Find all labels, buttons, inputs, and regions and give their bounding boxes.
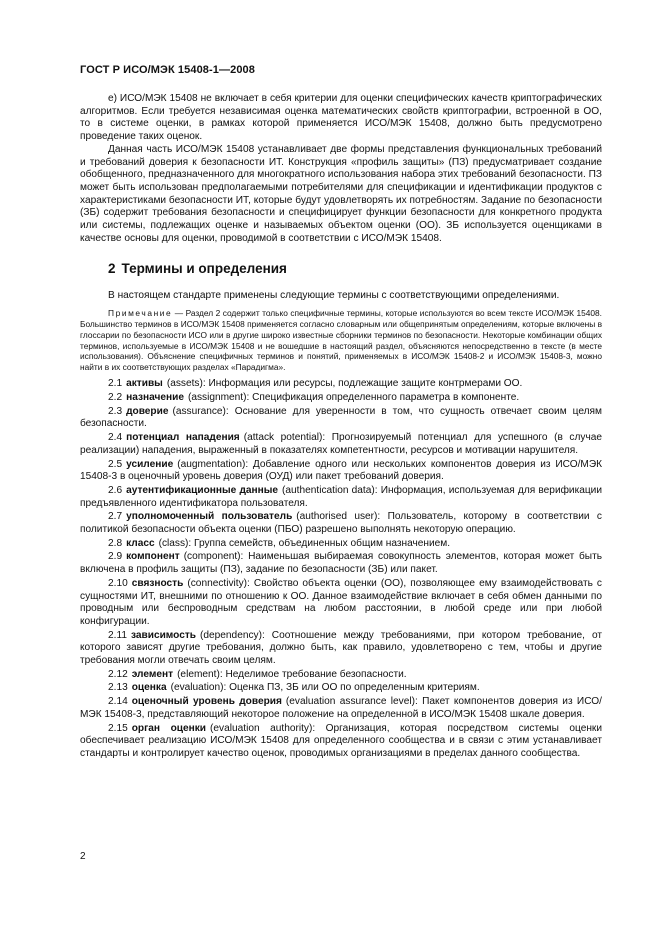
term-definition: (assignment): Спецификация определенного параметра в компоненте. — [187, 391, 520, 403]
term-definition: (assets): Информация или ресурсы, подлежащие защите контрмерами ОО. — [166, 378, 523, 390]
term-definition: (assurance): Основание для уверенности в том, что сущность отвечает своим целям безопасности. — [80, 405, 602, 430]
term-number: 2.5 — [108, 458, 123, 470]
term-number: 2.10 — [108, 577, 128, 589]
term-entry — [80, 630, 602, 668]
term-name: аутентификационные данные — [126, 484, 279, 496]
term-definition: (authorised user): Пользователь, которому в соответствии с политикой безопасности объекта оценки (ПБО) разрешено выполнять некоторую операцию. — [80, 511, 602, 536]
term-entry — [80, 578, 602, 629]
term-name: зависимость — [130, 629, 197, 641]
term-number: 2.15 — [108, 722, 128, 734]
term-number: 2.12 — [108, 668, 128, 680]
term-entry — [80, 538, 602, 551]
item-e-paragraph: е) ИСО/МЭК 15408 не включает в себя критерии для оценки специфических качеств криптографических алгоритмов. Если требуется независимая оценка математических свойств криптографии, встроенной в ОО, то в системе оценки, в рамках которой применяется ИСО/МЭК 15408, должно быть предусмотрено проведение таких оценок. — [80, 93, 602, 143]
term-name: оценочный уровень доверия — [131, 696, 282, 708]
term-entry — [80, 485, 602, 510]
term-entry — [80, 669, 602, 682]
term-name: назначение — [126, 391, 184, 403]
term-name: орган оценки — [131, 722, 207, 734]
term-definition: (evaluation authority): Организация, которая посредством системы оценки обеспечивает реализацию ИСО/МЭК 15408 для определенного сообщества и в связи с этим устанавливает стандарты и контролирует качество оценок, проводимых организациями в пределах данного сообщества. — [80, 722, 603, 759]
term-entry — [80, 551, 602, 576]
term-name: связность — [131, 577, 184, 589]
page-number: 2 — [80, 851, 86, 862]
term-name: класс — [126, 537, 155, 549]
section-title: Термины и определения — [121, 261, 287, 277]
term-definition: (class): Группа семейств, объединенных общим назначением. — [158, 537, 451, 549]
term-entry — [80, 392, 602, 405]
term-definition: (element): Неделимое требование безопасности. — [177, 668, 407, 680]
term-number: 2.11 — [108, 629, 127, 641]
term-name: доверие — [126, 405, 169, 417]
term-entry — [80, 432, 602, 457]
note-label: Примечание — [108, 307, 173, 318]
term-definition: (dependency): Соотношение между требованиями, при котором требование, от которого зависят другие требования, должно быть, как правило, удовлетворено с тем, чтобы и другие требования могли отвечать своим целям. — [80, 629, 602, 667]
term-number: 2.2 — [108, 391, 123, 403]
term-definition: (authentication data): Информация, используемая для верификации предъявленного идентификатора пользователя. — [80, 484, 602, 509]
note-text: — Раздел 2 содержит только специфичные термины, которые используются во всем тексте ИСО/МЭК 15408. Большинство терминов в ИСО/МЭК 15408 применяется согласно словарным или общепринятым определениям, которые включены в глоссарии по безопасности ИСО или в другие широко известные сборники терминов по безопасности. Некоторые комбинации общих терминов, используемые в ИСО/МЭК 15408 и не вошедшие в настоящий раздел, объясняются непосредственно в тексте (в месте использования). Объяснение специфичных терминов и понятий, применяемых в ИСО/МЭК 15408-2 и ИСО/МЭК 15408-3, можно найти в их соответствующих разделах «Парадигма». — [80, 307, 602, 373]
document-body — [80, 93, 602, 761]
term-entry — [80, 378, 602, 391]
section-heading — [80, 263, 602, 276]
term-name: элемент — [131, 668, 174, 680]
term-number: 2.8 — [108, 537, 123, 549]
term-number: 2.13 — [108, 682, 128, 694]
term-entry — [80, 511, 602, 536]
section-lead: В настоящем стандарте применены следующие термины с соответствующими определениями. — [108, 290, 560, 302]
term-number: 2.6 — [108, 484, 123, 496]
term-definition: (connectivity): Свойство объекта оценки (ОО), позволяющее ему взаимодействовать с сущностями ИТ, внешними по отношению к ОО. Данное взаимодействие включает в себя обмен данными по проводным или беспроводным средствам на любом расстоянии, в любой среде или при любой конфигурации. — [80, 577, 602, 627]
term-entry — [80, 459, 602, 484]
term-definition: (component): Наименьшая выбираемая совокупность элементов, которая может быть включена в профиль защиты (ПЗ), задание по безопасности (ЗБ) или пакет. — [80, 551, 602, 576]
term-name: усиление — [126, 458, 174, 470]
term-name: потенциал нападения — [126, 432, 240, 444]
term-name: компонент — [126, 551, 180, 563]
section-number: 2 — [108, 261, 116, 277]
term-definition: (augmentation): Добавление одного или нескольких компонентов доверия из ИСО/МЭК 15408-3 в оценочный уровень доверия (ОУД) или пакет требований доверия. — [80, 458, 602, 483]
term-entry — [80, 406, 602, 431]
term-number: 2.3 — [108, 405, 123, 417]
note-paragraph — [80, 308, 602, 373]
term-definition: (evaluation): Оценка ПЗ, ЗБ или ОО по определенным критериям. — [170, 682, 480, 694]
term-entry — [80, 723, 602, 761]
intro-paragraph: Данная часть ИСО/МЭК 15408 устанавливает две формы представления функциональных требований и требований доверия к безопасности ИТ. Конструкция «профиль защиты» (ПЗ) предусматривает создание обобщенного, предназначенного для многократного использования набора этих требований безопасности. ПЗ может быть использован предполагаемыми потребителями для спецификации и идентификации продуктов с характеристиками безопасности ИТ, которые будут удовлетворять их потребностям. Задание по безопасности (ЗБ) содержит требования безопасности и специфицирует функции безопасности для конкретного продукта или системы, подлежащих оценке и называемых объектом оценки (ОО). ЗБ используется оценщиками в качестве основы для оценки, проводимой в соответствии с ИСО/МЭК 15408. — [80, 143, 602, 244]
term-definition: (attack potential): Прогнозируемый потенциал для успешного (в случае реализации) нападения, выраженный в показателях компетентности, ресурсов и мотивации нарушителя. — [80, 432, 602, 456]
term-definition: (evaluation assurance level): Пакет компонентов доверия из ИСО/МЭК 15408-3, представляющий некоторое положение на определенной в ИСО/МЭК 15408 шкале доверия. — [80, 696, 602, 720]
term-name: уполномоченный пользователь — [126, 511, 293, 523]
term-entry — [80, 696, 602, 721]
term-name: оценка — [131, 682, 167, 694]
term-number: 2.14 — [108, 696, 128, 708]
term-name: активы — [126, 378, 163, 390]
term-number: 2.7 — [108, 511, 123, 523]
term-number: 2.1 — [108, 378, 123, 390]
term-number: 2.9 — [108, 551, 123, 563]
term-number: 2.4 — [108, 432, 123, 444]
terms-list — [80, 378, 602, 760]
term-entry — [80, 682, 602, 695]
document-header: ГОСТ Р ИСО/МЭК 15408-1—2008 — [80, 64, 255, 76]
